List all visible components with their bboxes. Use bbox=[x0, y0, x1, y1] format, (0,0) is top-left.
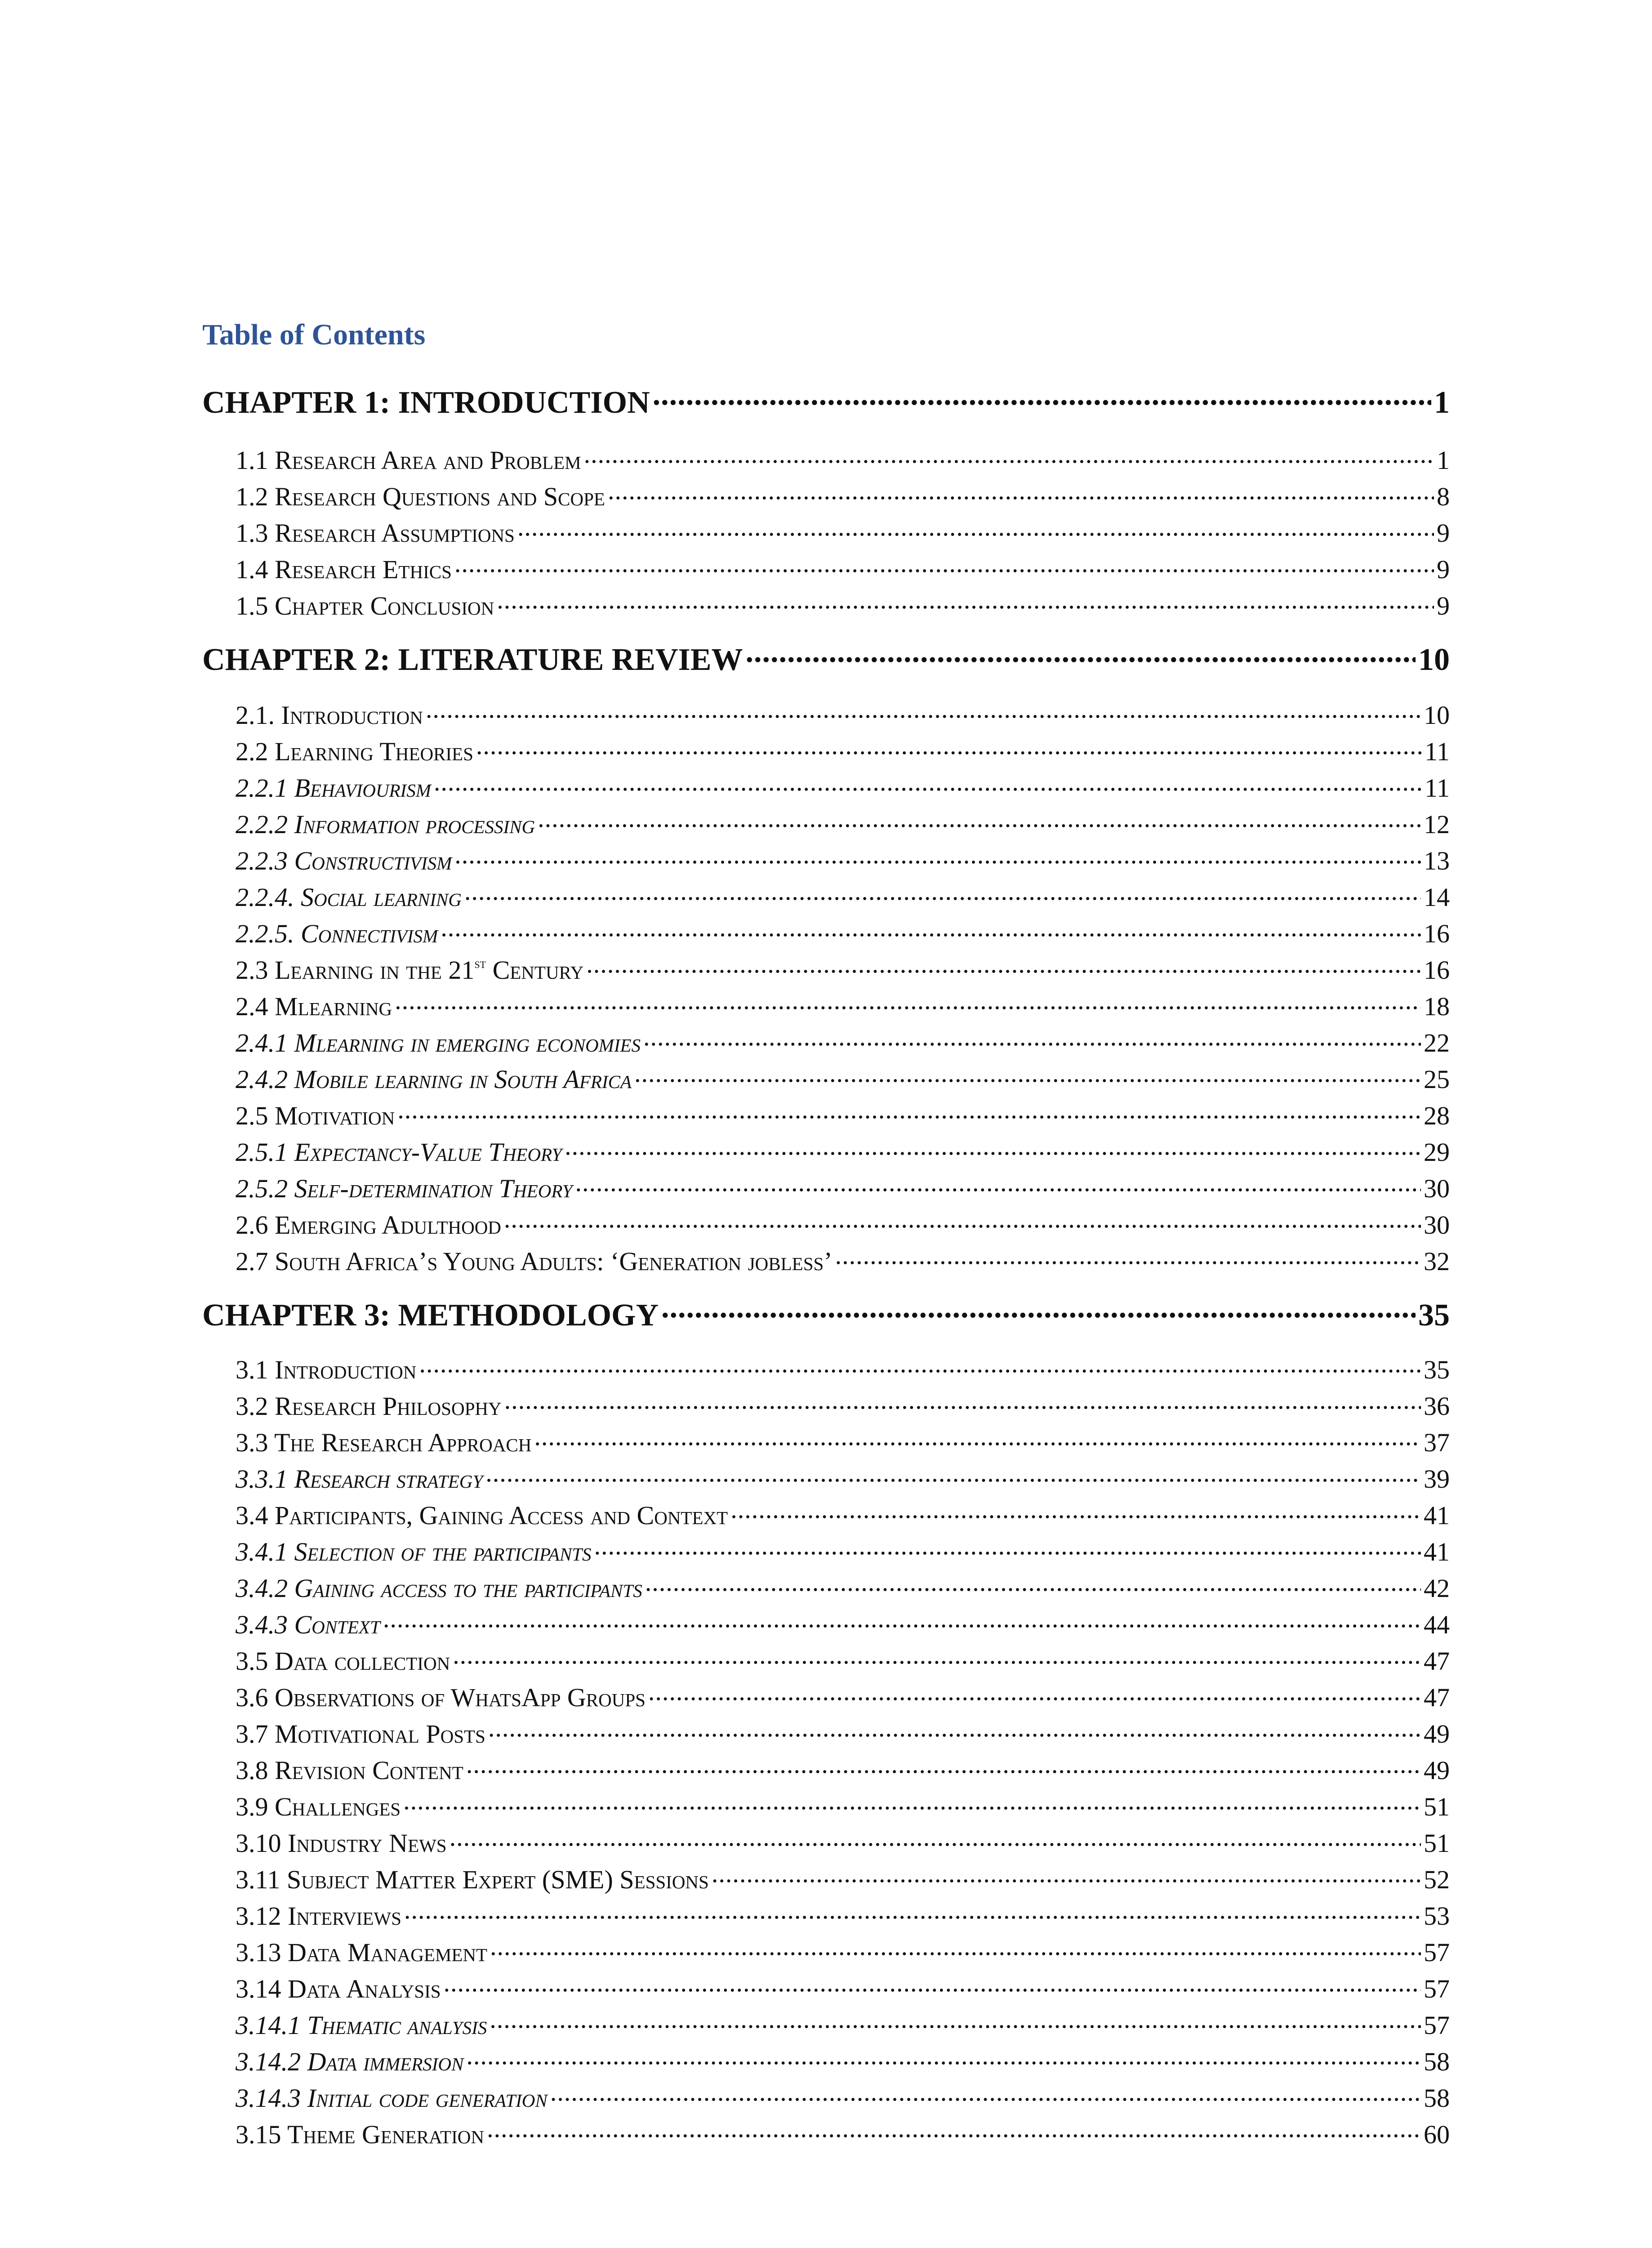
toc-entry-2-1[interactable]: 2.1. Introduction ..... 10 bbox=[236, 698, 1450, 730]
toc-title: Table of Contents bbox=[202, 318, 426, 351]
toc-entry-3-10[interactable]: 3.10 Industry News ..... 51 bbox=[236, 1826, 1450, 1858]
toc-entry-3-15[interactable]: 3.15 Theme Generation ..... 60 bbox=[236, 2117, 1450, 2150]
toc-entry-3-14-1[interactable]: 3.14.1 Thematic analysis ..... 57 bbox=[236, 2008, 1450, 2040]
toc-entry-1-4[interactable]: 1.4 Research Ethics ..... 9 bbox=[236, 552, 1450, 584]
toc-entry-3-7[interactable]: 3.7 Motivational Posts ..... 49 bbox=[236, 1717, 1450, 1749]
toc-entry-3-14-3[interactable]: 3.14.3 Initial code generation ..... 58 bbox=[236, 2081, 1450, 2113]
toc-entry-1-3[interactable]: 1.3 Research Assumptions ..... 9 bbox=[236, 516, 1450, 548]
toc-label: CHAPTER 1: INTRODUCTION bbox=[202, 385, 650, 420]
toc-entry-3-14[interactable]: 3.14 Data Analysis ..... 57 bbox=[236, 1971, 1450, 2004]
toc-entry-2-2-4[interactable]: 2.2.4. Social learning ..... 14 bbox=[236, 880, 1450, 912]
toc-entry-3-13[interactable]: 3.13 Data Management ..... 57 bbox=[236, 1935, 1450, 1967]
toc-page-number: 1 bbox=[1434, 385, 1450, 420]
toc-entry-3-4-2[interactable]: 3.4.2 Gaining access to the participants ..... 42 bbox=[236, 1571, 1450, 1603]
toc-label: CHAPTER 2: LITERATURE REVIEW bbox=[202, 642, 743, 677]
toc-entry-2-2-3[interactable]: 2.2.3 Constructivism ..... 13 bbox=[236, 843, 1450, 876]
toc-entry-3-12[interactable]: 3.12 Interviews ..... 53 bbox=[236, 1899, 1450, 1931]
toc-chapter-3[interactable] bbox=[202, 1294, 1450, 1334]
toc-entry-3-8[interactable]: 3.8 Revision Content ..... 49 bbox=[236, 1753, 1450, 1785]
toc-entry-2-5[interactable]: 2.5 Motivation ..... 28 bbox=[236, 1098, 1450, 1131]
toc-entry-2-2-5[interactable]: 2.2.5. Connectivism ..... 16 bbox=[236, 916, 1450, 949]
toc-entry-3-14-2[interactable]: 3.14.2 Data immersion ..... 58 bbox=[236, 2044, 1450, 2077]
toc-entry-2-4-2[interactable]: 2.4.2 Mobile learning in South Africa ..... 25 bbox=[236, 1062, 1450, 1094]
toc-entry-3-3[interactable]: 3.3 The Research Approach ..... 37 bbox=[236, 1425, 1450, 1458]
toc-entry-3-2[interactable]: 3.2 Research Philosophy ..... 36 bbox=[236, 1389, 1450, 1421]
toc-label: CHAPTER 3: METHODOLOGY bbox=[202, 1298, 659, 1333]
toc-entry-2-5-1[interactable]: 2.5.1 Expectancy-Value Theory ..... 29 bbox=[236, 1135, 1450, 1167]
toc-entry-3-4-3[interactable]: 3.4.3 Context ..... 44 bbox=[236, 1607, 1450, 1640]
toc-entry-3-11[interactable]: 3.11 Subject Matter Expert (SME) Sessions ..... 52 bbox=[236, 1862, 1450, 1895]
toc-entry-3-6[interactable]: 3.6 Observations of WhatsApp Groups ..... 47 bbox=[236, 1680, 1450, 1713]
toc-entry-3-9[interactable]: 3.9 Challenges ..... 51 bbox=[236, 1789, 1450, 1822]
toc-entry-2-2[interactable]: 2.2 Learning Theories ..... 11 bbox=[236, 734, 1450, 767]
toc-page-number: 10 bbox=[1418, 642, 1450, 677]
toc-entry-2-7[interactable]: 2.7 South Africa’s Young Adults: ‘Generation jobless’ ..... 32 bbox=[236, 1244, 1450, 1276]
toc-entry-2-5-2[interactable]: 2.5.2 Self-determination Theory ..... 30 bbox=[236, 1171, 1450, 1204]
toc-entry-3-3-1[interactable]: 3.3.1 Research strategy ..... 39 bbox=[236, 1462, 1450, 1494]
toc-entry-1-2[interactable]: 1.2 Research Questions and Scope ..... 8 bbox=[236, 479, 1450, 512]
toc-entry-3-4[interactable]: 3.4 Participants, Gaining Access and Context ..... 41 bbox=[236, 1498, 1450, 1530]
toc-entry-1-1[interactable]: 1.1 Research Area and Problem ..... 1 bbox=[236, 443, 1450, 475]
toc-entry-3-5[interactable]: 3.5 Data collection ..... 47 bbox=[236, 1644, 1450, 1676]
toc-entry-3-4-1[interactable]: 3.4.1 Selection of the participants ..... 41 bbox=[236, 1534, 1450, 1567]
toc-page-number: 35 bbox=[1418, 1298, 1450, 1333]
toc-entry-1-5[interactable]: 1.5 Chapter Conclusion ..... 9 bbox=[236, 589, 1450, 621]
toc-chapter-1[interactable] bbox=[202, 381, 1450, 421]
toc-entry-2-2-2[interactable]: 2.2.2 Information processing ..... 12 bbox=[236, 807, 1450, 839]
toc-entry-2-3[interactable]: 2.3 Learning in the 21st Century ..... 16 bbox=[236, 953, 1450, 985]
toc-entry-3-1[interactable]: 3.1 Introduction ..... 35 bbox=[236, 1352, 1450, 1385]
toc-chapter-2[interactable] bbox=[202, 638, 1450, 678]
toc-entry-2-6[interactable]: 2.6 Emerging Adulthood ..... 30 bbox=[236, 1208, 1450, 1240]
toc-entry-2-4[interactable]: 2.4 Mlearning ..... 18 bbox=[236, 989, 1450, 1021]
toc-entry-2-2-1[interactable]: 2.2.1 Behaviourism ..... 11 bbox=[236, 771, 1450, 803]
toc-entry-2-4-1[interactable]: 2.4.1 Mlearning in emerging economies ..... 22 bbox=[236, 1026, 1450, 1058]
